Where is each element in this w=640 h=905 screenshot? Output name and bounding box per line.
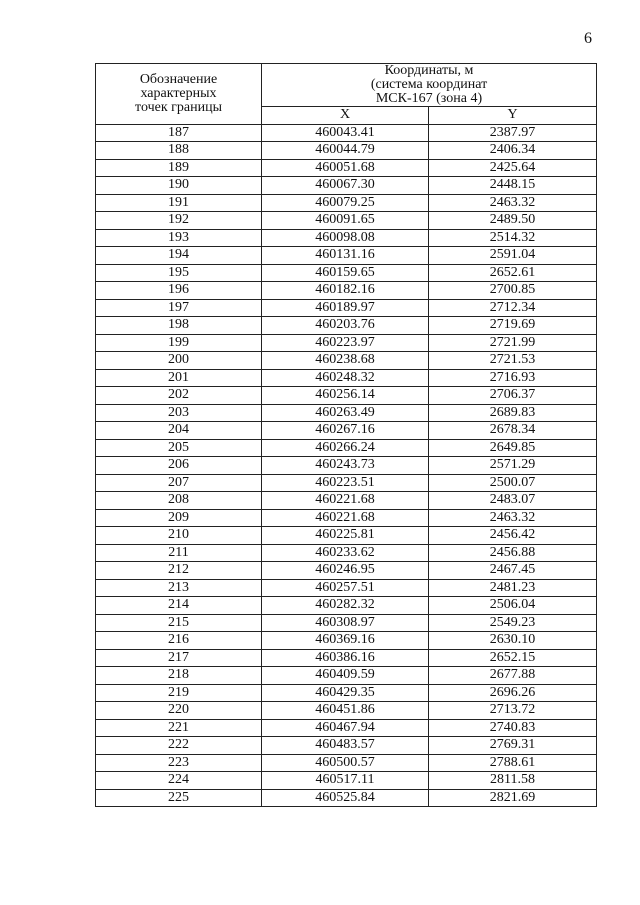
x-coordinate-cell: 460098.08: [262, 229, 429, 247]
table-row: [96, 124, 597, 142]
point-id-cell: 225: [96, 789, 262, 807]
y-coordinate-cell: 2678.34: [429, 422, 597, 440]
table-row: [96, 177, 597, 195]
table-row: [96, 299, 597, 317]
x-coordinate-cell: 460182.16: [262, 282, 429, 300]
table-row: [96, 369, 597, 387]
table-row: [96, 544, 597, 562]
point-id-cell: 223: [96, 754, 262, 772]
y-coordinate-cell: 2463.32: [429, 509, 597, 527]
table-row: [96, 264, 597, 282]
table-row: [96, 737, 597, 755]
table-row: [96, 509, 597, 527]
y-column-header: Y: [429, 107, 597, 125]
point-id-cell: 214: [96, 597, 262, 615]
y-coordinate-cell: 2591.04: [429, 247, 597, 265]
table-row: [96, 439, 597, 457]
table-row: [96, 789, 597, 807]
point-id-cell: 199: [96, 334, 262, 352]
x-coordinate-cell: 460266.24: [262, 439, 429, 457]
table-row: [96, 194, 597, 212]
point-id-cell: 198: [96, 317, 262, 335]
point-id-cell: 211: [96, 544, 262, 562]
table-row: [96, 352, 597, 370]
x-coordinate-cell: 460409.59: [262, 667, 429, 685]
y-coordinate-cell: 2696.26: [429, 684, 597, 702]
point-id-cell: 208: [96, 492, 262, 510]
y-coordinate-cell: 2506.04: [429, 597, 597, 615]
point-id-cell: 219: [96, 684, 262, 702]
table-row: [96, 667, 597, 685]
x-coordinate-cell: 460483.57: [262, 737, 429, 755]
x-coordinate-cell: 460525.84: [262, 789, 429, 807]
y-coordinate-cell: 2467.45: [429, 562, 597, 580]
x-coordinate-cell: 460263.49: [262, 404, 429, 422]
y-coordinate-cell: 2740.83: [429, 719, 597, 737]
table-row: [96, 649, 597, 667]
point-id-cell: 200: [96, 352, 262, 370]
table-row: [96, 684, 597, 702]
point-id-cell: 220: [96, 702, 262, 720]
y-coordinate-cell: 2713.72: [429, 702, 597, 720]
table-row: [96, 562, 597, 580]
point-id-cell: 204: [96, 422, 262, 440]
y-coordinate-cell: 2483.07: [429, 492, 597, 510]
point-id-cell: 203: [96, 404, 262, 422]
y-coordinate-cell: 2652.15: [429, 649, 597, 667]
point-id-cell: 202: [96, 387, 262, 405]
x-coordinate-cell: 460257.51: [262, 579, 429, 597]
x-coordinate-cell: 460091.65: [262, 212, 429, 230]
coordinates-header: Координаты, м (система координат МСК-167 (зона 4): [262, 64, 597, 107]
y-coordinate-cell: 2719.69: [429, 317, 597, 335]
point-id-cell: 195: [96, 264, 262, 282]
y-coordinate-cell: 2481.23: [429, 579, 597, 597]
point-id-cell: 192: [96, 212, 262, 230]
x-coordinate-cell: 460225.81: [262, 527, 429, 545]
y-coordinate-cell: 2712.34: [429, 299, 597, 317]
table-row: [96, 404, 597, 422]
table-row: [96, 422, 597, 440]
x-coordinate-cell: 460451.86: [262, 702, 429, 720]
x-coordinate-cell: 460238.68: [262, 352, 429, 370]
y-coordinate-cell: 2489.50: [429, 212, 597, 230]
table-row: [96, 247, 597, 265]
x-coordinate-cell: 460248.32: [262, 369, 429, 387]
point-id-cell: 210: [96, 527, 262, 545]
point-id-cell: 188: [96, 142, 262, 160]
x-coordinate-cell: 460203.76: [262, 317, 429, 335]
x-column-header: X: [262, 107, 429, 125]
y-coordinate-cell: 2425.64: [429, 159, 597, 177]
point-id-cell: 215: [96, 614, 262, 632]
y-coordinate-cell: 2649.85: [429, 439, 597, 457]
point-id-cell: 187: [96, 124, 262, 142]
x-coordinate-cell: 460223.51: [262, 474, 429, 492]
x-coordinate-cell: 460051.68: [262, 159, 429, 177]
table-row: [96, 317, 597, 335]
x-coordinate-cell: 460308.97: [262, 614, 429, 632]
point-id-cell: 193: [96, 229, 262, 247]
table-row: [96, 142, 597, 160]
x-coordinate-cell: 460386.16: [262, 649, 429, 667]
x-coordinate-cell: 460067.30: [262, 177, 429, 195]
point-id-cell: 216: [96, 632, 262, 650]
y-coordinate-cell: 2387.97: [429, 124, 597, 142]
x-coordinate-cell: 460221.68: [262, 492, 429, 510]
y-coordinate-cell: 2689.83: [429, 404, 597, 422]
point-id-cell: 190: [96, 177, 262, 195]
point-id-cell: 207: [96, 474, 262, 492]
point-id-cell: 213: [96, 579, 262, 597]
x-coordinate-cell: 460282.32: [262, 597, 429, 615]
y-coordinate-cell: 2630.10: [429, 632, 597, 650]
point-id-cell: 189: [96, 159, 262, 177]
y-coordinate-cell: 2721.99: [429, 334, 597, 352]
point-id-cell: 201: [96, 369, 262, 387]
x-coordinate-cell: 460131.16: [262, 247, 429, 265]
table-row: [96, 772, 597, 790]
y-coordinate-cell: 2677.88: [429, 667, 597, 685]
y-coordinate-cell: 2514.32: [429, 229, 597, 247]
x-coordinate-cell: 460189.97: [262, 299, 429, 317]
x-coordinate-cell: 460043.41: [262, 124, 429, 142]
table-row: [96, 719, 597, 737]
y-coordinate-cell: 2652.61: [429, 264, 597, 282]
y-coordinate-cell: 2500.07: [429, 474, 597, 492]
y-coordinate-cell: 2448.15: [429, 177, 597, 195]
point-designation-header: Обозначение характерных точек границы: [96, 64, 262, 125]
table-body: [96, 124, 597, 807]
table-row: [96, 334, 597, 352]
x-coordinate-cell: 460221.68: [262, 509, 429, 527]
point-id-cell: 206: [96, 457, 262, 475]
y-coordinate-cell: 2463.32: [429, 194, 597, 212]
table-row: [96, 632, 597, 650]
y-coordinate-cell: 2549.23: [429, 614, 597, 632]
x-coordinate-cell: 460267.16: [262, 422, 429, 440]
x-coordinate-cell: 460369.16: [262, 632, 429, 650]
x-coordinate-cell: 460159.65: [262, 264, 429, 282]
point-id-cell: 218: [96, 667, 262, 685]
table-row: [96, 579, 597, 597]
y-coordinate-cell: 2700.85: [429, 282, 597, 300]
point-id-cell: 222: [96, 737, 262, 755]
table-row: [96, 229, 597, 247]
y-coordinate-cell: 2811.58: [429, 772, 597, 790]
x-coordinate-cell: 460079.25: [262, 194, 429, 212]
y-coordinate-cell: 2406.34: [429, 142, 597, 160]
y-coordinate-cell: 2788.61: [429, 754, 597, 772]
table-row: [96, 387, 597, 405]
y-coordinate-cell: 2721.53: [429, 352, 597, 370]
table-row: [96, 159, 597, 177]
point-id-cell: 221: [96, 719, 262, 737]
point-id-cell: 196: [96, 282, 262, 300]
y-coordinate-cell: 2769.31: [429, 737, 597, 755]
point-id-cell: 191: [96, 194, 262, 212]
point-id-cell: 205: [96, 439, 262, 457]
x-coordinate-cell: 460517.11: [262, 772, 429, 790]
point-id-cell: 197: [96, 299, 262, 317]
y-coordinate-cell: 2456.88: [429, 544, 597, 562]
table-row: [96, 282, 597, 300]
table-row: [96, 754, 597, 772]
table-row: [96, 702, 597, 720]
point-id-cell: 217: [96, 649, 262, 667]
table-row: [96, 474, 597, 492]
x-coordinate-cell: 460233.62: [262, 544, 429, 562]
x-coordinate-cell: 460246.95: [262, 562, 429, 580]
coordinates-table: [95, 63, 597, 807]
table-row: [96, 492, 597, 510]
y-coordinate-cell: 2716.93: [429, 369, 597, 387]
x-coordinate-cell: 460429.35: [262, 684, 429, 702]
y-coordinate-cell: 2821.69: [429, 789, 597, 807]
table-row: [96, 597, 597, 615]
x-coordinate-cell: 460467.94: [262, 719, 429, 737]
y-coordinate-cell: 2571.29: [429, 457, 597, 475]
table-row: [96, 457, 597, 475]
point-id-cell: 224: [96, 772, 262, 790]
point-id-cell: 194: [96, 247, 262, 265]
x-coordinate-cell: 460044.79: [262, 142, 429, 160]
table-row: [96, 212, 597, 230]
table-row: [96, 527, 597, 545]
y-coordinate-cell: 2706.37: [429, 387, 597, 405]
point-id-cell: 209: [96, 509, 262, 527]
page-number: 6: [584, 30, 592, 47]
x-coordinate-cell: 460500.57: [262, 754, 429, 772]
point-id-cell: 212: [96, 562, 262, 580]
table-row: [96, 614, 597, 632]
x-coordinate-cell: 460243.73: [262, 457, 429, 475]
x-coordinate-cell: 460223.97: [262, 334, 429, 352]
x-coordinate-cell: 460256.14: [262, 387, 429, 405]
y-coordinate-cell: 2456.42: [429, 527, 597, 545]
